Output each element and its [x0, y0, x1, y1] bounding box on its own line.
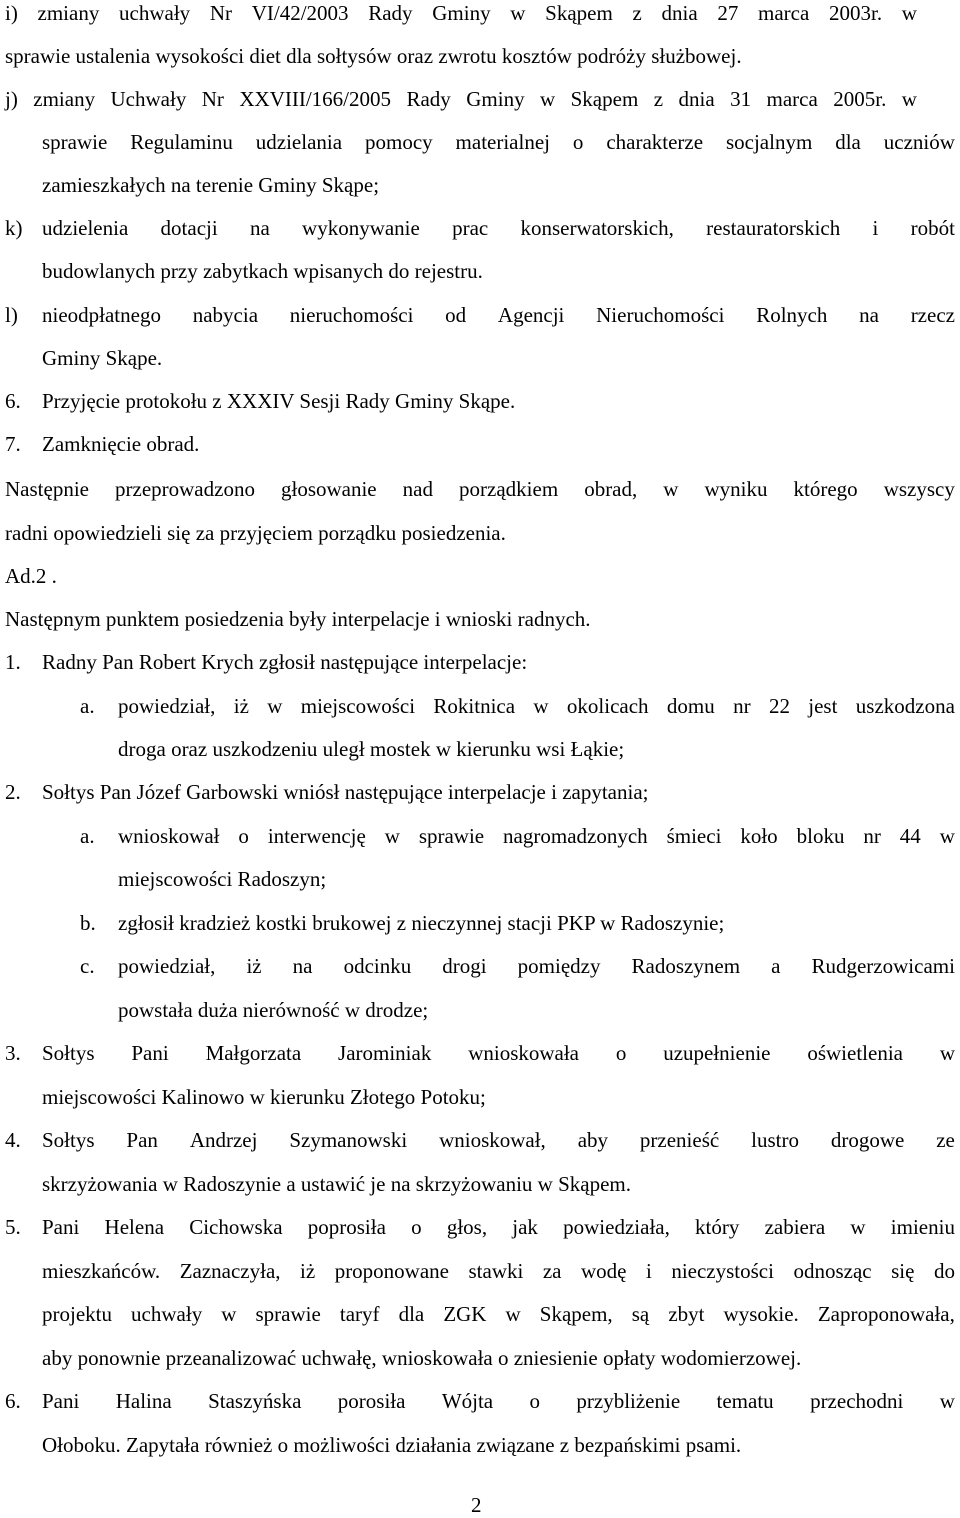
entry-2a-label: a. [80, 824, 95, 848]
entry-3-label: 3. [5, 1041, 21, 1065]
entry-4-line-1: Sołtys Pan Andrzej Szymanowski wnioskował, aby przenieść lustro drogowe ze [42, 1128, 955, 1152]
entry-3-line-2: miejscowości Kalinowo w kierunku Złotego Potoku; [42, 1085, 486, 1109]
entry-2c-line-2: powstała duża nierówność w drodze; [118, 998, 429, 1022]
item-l-line-2: Gminy Skąpe. [42, 346, 163, 370]
entry-1-label: 1. [5, 650, 21, 674]
vote-line-1: Następnie przeprowadzono głosowanie nad porządkiem obrad, w wyniku którego wszyscy [5, 477, 955, 501]
entry-3-line-1: Sołtys Pani Małgorzata Jarominiak wnioskowała o uzupełnienie oświetlenia w [42, 1041, 955, 1065]
item-k-line-2: budowlanych przy zabytkach wpisanych do rejestru. [42, 259, 483, 283]
page-number: 2 [471, 1493, 482, 1517]
item-k-line-1: udzielenia dotacji na wykonywanie prac konserwatorskich, restauratorskich i robót [42, 216, 955, 240]
next-point-text: Następnym punktem posiedzenia były interpelacje i wnioski radnych. [5, 607, 591, 631]
point-7-text: Zamknięcie obrad. [42, 432, 200, 456]
entry-1a-line-2: droga oraz uszkodzeniu uległ mostek w kierunku wsi Łąkie; [118, 737, 625, 761]
entry-5-line-1: Pani Helena Cichowska poprosiła o głos, jak powiedziała, który zabiera w imieniu [42, 1215, 955, 1239]
entry-5-line-3: projektu uchwały w sprawie taryf dla ZGK w Skąpem, są zbyt wysokie. Zaproponowała, [42, 1302, 955, 1326]
entry-4-line-2: skrzyżowania w Radoszynie a ustawić je na skrzyżowaniu w Skąpem. [42, 1172, 631, 1196]
entry-1a-line-1: powiedział, iż w miejscowości Rokitnica w okolicach domu nr 22 jest uszkodzona [118, 694, 955, 718]
entry-1-text: Radny Pan Robert Krych zgłosił następujące interpelacje: [42, 650, 528, 674]
item-k-label: k) [5, 216, 23, 240]
entry-2a-line-1: wnioskował o interwencję w sprawie nagromadzonych śmieci koło bloku nr 44 w [118, 824, 955, 848]
point-6-text: Przyjęcie protokołu z XXXIV Sesji Rady Gminy Skąpe. [42, 389, 516, 413]
entry-4-label: 4. [5, 1128, 21, 1152]
point-7-label: 7. [5, 432, 21, 456]
entry-2a-line-2: miejscowości Radoszyn; [118, 867, 327, 891]
entry-6-line-2: Ołoboku. Zapytała również o możliwości działania związane z bezpańskimi psami. [42, 1433, 742, 1457]
entry-6-line-1: Pani Halina Staszyńska porosiła Wójta o przybliżenie tematu przechodni w [42, 1389, 955, 1413]
entry-2-text: Sołtys Pan Józef Garbowski wniósł następujące interpelacje i zapytania; [42, 780, 649, 804]
entry-6-label: 6. [5, 1389, 21, 1413]
item-j-line-1: j) zmiany Uchwały Nr XXVIII/166/2005 Rady Gminy w Skąpem z dnia 31 marca 2005r. w [5, 87, 917, 111]
vote-line-2: radni opowiedzieli się za przyjęciem porządku posiedzenia. [5, 521, 506, 545]
item-j-line-2: sprawie Regulaminu udzielania pomocy materialnej o charakterze socjalnym dla uczniów [42, 130, 955, 154]
section-ad2-heading: Ad.2 . [5, 564, 57, 588]
entry-2b-label: b. [80, 911, 96, 935]
point-6-label: 6. [5, 389, 21, 413]
entry-2b-line-1: zgłosił kradzież kostki brukowej z nieczynnej stacji PKP w Radoszynie; [118, 911, 725, 935]
entry-5-line-2: mieszkańców. Zaznaczyła, iż proponowane stawki za wodę i nieczystości odnosząc się do [42, 1259, 955, 1283]
item-i-line-2: sprawie ustalenia wysokości diet dla sołtysów oraz zwrotu kosztów podróży służbowej. [5, 44, 742, 68]
entry-2c-label: c. [80, 954, 95, 978]
item-l-line-1: nieodpłatnego nabycia nieruchomości od Agencji Nieruchomości Rolnych na rzecz [42, 303, 955, 327]
item-j-line-3: zamieszkałych na terenie Gminy Skąpe; [42, 173, 380, 197]
entry-5-label: 5. [5, 1215, 21, 1239]
item-i-line-1: i) zmiany uchwały Nr VI/42/2003 Rady Gminy w Skąpem z dnia 27 marca 2003r. w [5, 1, 917, 25]
item-l-label: l) [5, 303, 18, 327]
entry-1a-label: a. [80, 694, 95, 718]
entry-2-label: 2. [5, 780, 21, 804]
entry-2c-line-1: powiedział, iż na odcinku drogi pomiędzy Radoszynem a Rudgerzowicami [118, 954, 955, 978]
entry-5-line-4: aby ponownie przeanalizować uchwałę, wnioskowała o zniesienie opłaty wodomierzowej. [42, 1346, 802, 1370]
